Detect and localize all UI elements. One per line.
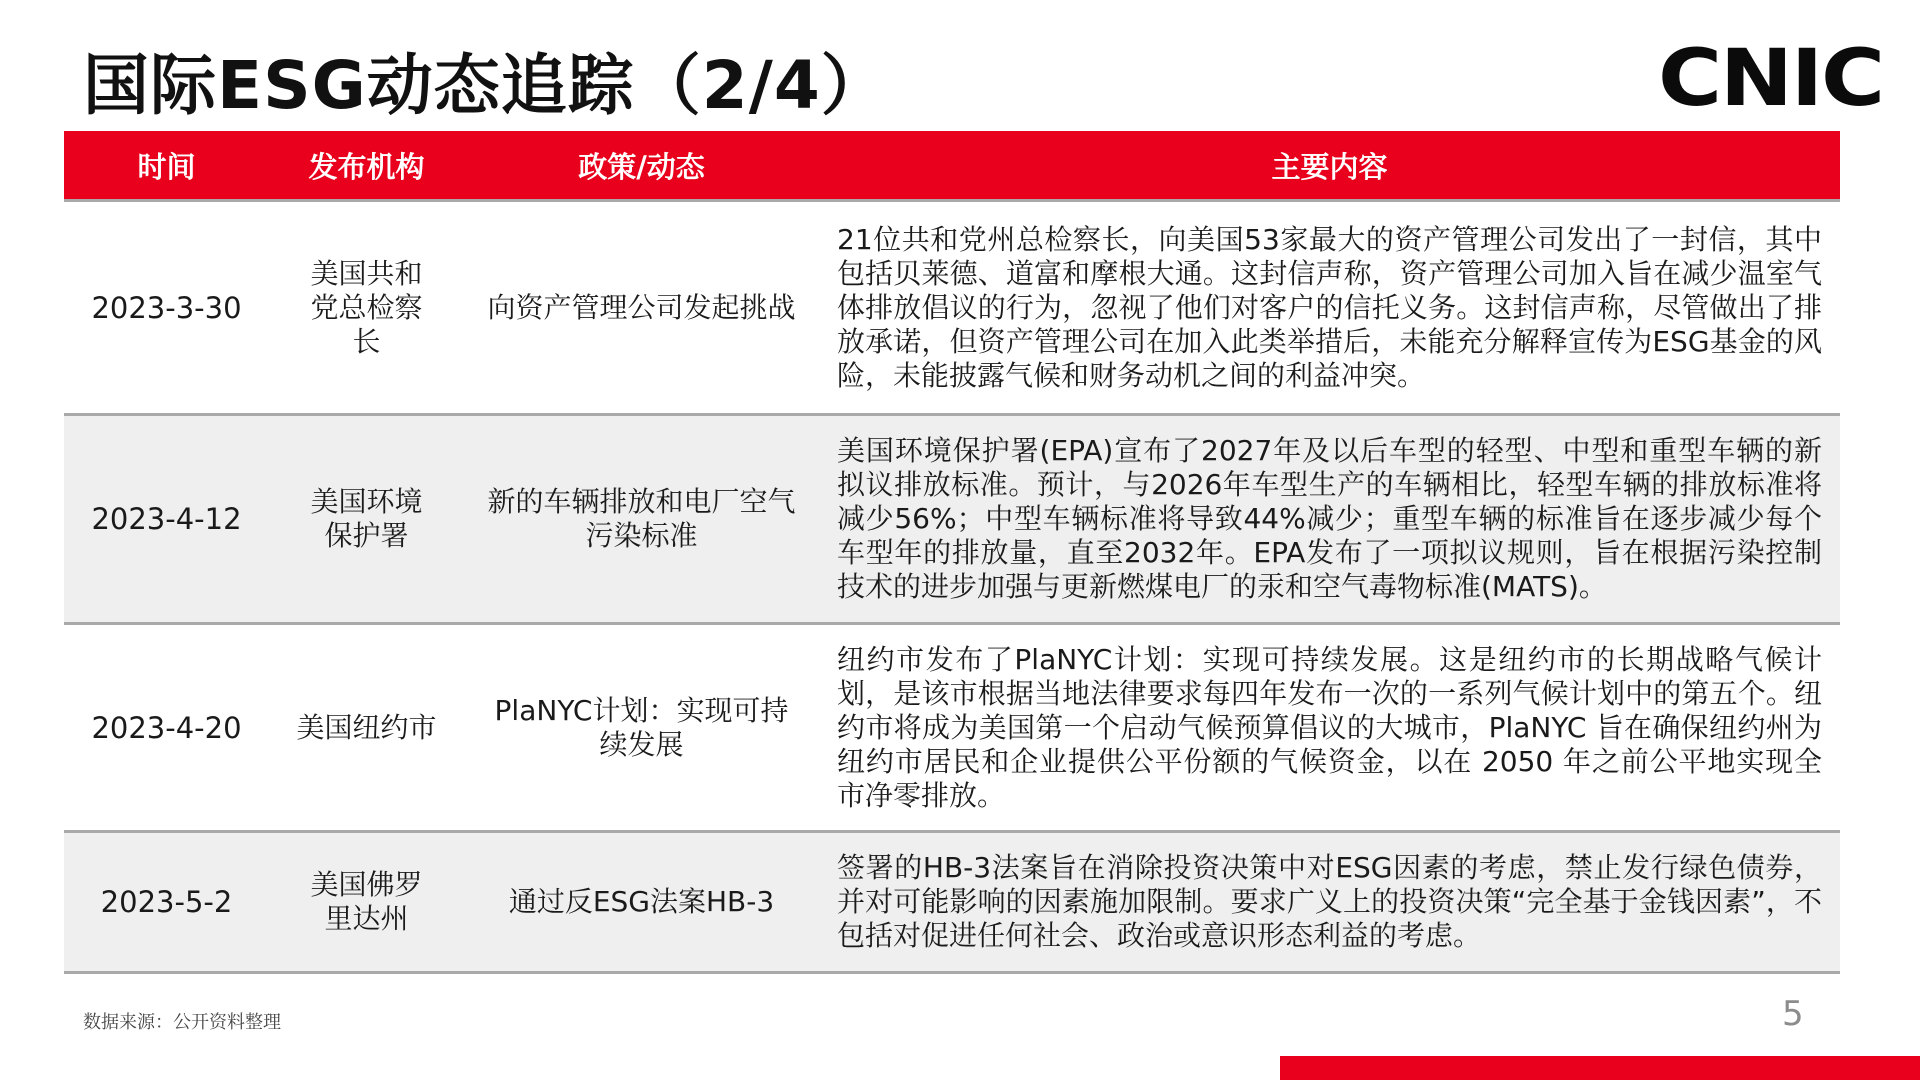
- row-org: 美国纽约市: [269, 624, 464, 832]
- row-policy: 向资产管理公司发起挑战: [464, 201, 819, 415]
- row-date: 2023-3-30: [64, 201, 269, 415]
- header-org: 发布机构: [269, 131, 464, 201]
- row-policy: PlaNYC计划：实现可持续发展: [464, 624, 819, 832]
- row-date: 2023-4-12: [64, 415, 269, 624]
- esg-tracking-table: [64, 131, 1840, 974]
- row-org: 美国环境保护署: [269, 415, 464, 624]
- footer-accent-bar: [1280, 1056, 1920, 1080]
- page-title: 国际ESG动态追踪（2/4）: [83, 47, 888, 124]
- row-content: 美国环境保护署(EPA)宣布了2027年及以后车型的轻型、中型和重型车辆的新拟议排放标准。预计，与2026年车型生产的车辆相比，轻型车辆的排放标准将减少56%；中型车辆标准将导致44%减少；重型车辆的标准旨在逐步减少每个车型年的排放量，直至2032年。EPA发布了一项拟议规则，旨在根据污染控制技术的进步加强与更新燃煤电厂的汞和空气毒物标准(MATS)。: [819, 415, 1840, 624]
- table-row: [64, 415, 1840, 624]
- table-row: [64, 624, 1840, 832]
- table-row: [64, 201, 1840, 415]
- row-org: 美国共和党总检察长: [269, 201, 464, 415]
- table-row: [64, 832, 1840, 973]
- cnic-logo: CNIC: [1658, 34, 1883, 124]
- data-source-note: 数据来源：公开资料整理: [83, 1012, 281, 1033]
- row-content: 签署的HB-3法案旨在消除投资决策中对ESG因素的考虑，禁止发行绿色债券，并对可能影响的因素施加限制。要求广义上的投资决策“完全基于金钱因素”，不包括对促进任何社会、政治或意识形态利益的考虑。: [819, 832, 1840, 973]
- row-policy: 新的车辆排放和电厂空气污染标准: [464, 415, 819, 624]
- row-content: 21位共和党州总检察长，向美国53家最大的资产管理公司发出了一封信，其中包括贝莱德、道富和摩根大通。这封信声称，资产管理公司加入旨在减少温室气体排放倡议的行为，忽视了他们对客户的信托义务。这封信声称，尽管做出了排放承诺，但资产管理公司在加入此类举措后，未能充分解释宣传为ESG基金的风险，未能披露气候和财务动机之间的利益冲突。: [819, 201, 1840, 415]
- header-time: 时间: [64, 131, 269, 201]
- page-number: 5: [1782, 994, 1804, 1034]
- row-org: 美国佛罗里达州: [269, 832, 464, 973]
- row-policy: 通过反ESG法案HB-3: [464, 832, 819, 973]
- table-header-row: [64, 131, 1840, 201]
- header-policy: 政策/动态: [464, 131, 819, 201]
- row-date: 2023-4-20: [64, 624, 269, 832]
- row-content: 纽约市发布了PlaNYC计划：实现可持续发展。这是纽约市的长期战略气候计划，是该市根据当地法律要求每四年发布一次的一系列气候计划中的第五个。纽约市将成为美国第一个启动气候预算倡议的大城市，PlaNYC 旨在确保纽约州为纽约市居民和企业提供公平份额的气候资金，以在 2050 年之前公平地实现全市净零排放。: [819, 624, 1840, 832]
- header-content: 主要内容: [819, 131, 1840, 201]
- row-date: 2023-5-2: [64, 832, 269, 973]
